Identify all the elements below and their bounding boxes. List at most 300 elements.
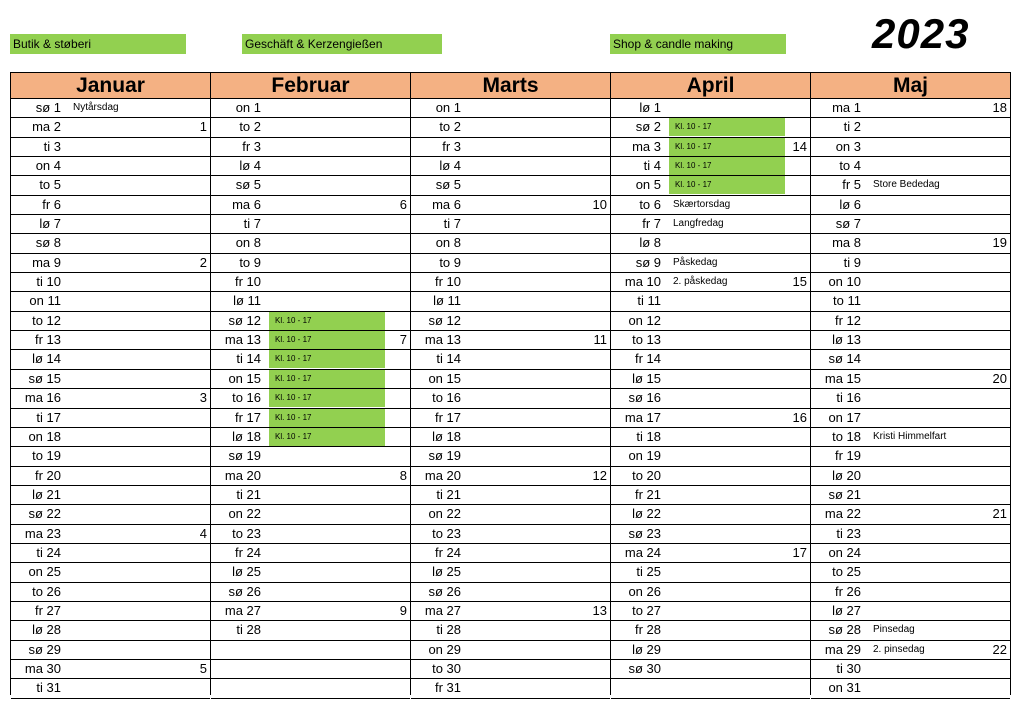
day-row	[811, 234, 1010, 253]
day-label: sø 26	[428, 583, 461, 599]
day-label: to 4	[839, 158, 861, 174]
opening-hours-cell: Kl. 10 - 17	[669, 118, 785, 136]
day-row	[611, 389, 810, 408]
day-row	[611, 99, 810, 118]
day-row	[211, 118, 410, 137]
day-label: ti 14	[236, 351, 261, 367]
day-label: sø 19	[428, 448, 461, 464]
day-label: fr 10	[434, 274, 461, 290]
day-row	[411, 563, 610, 582]
holiday-note: Nytårsdag	[73, 102, 119, 113]
day-label: sø 5	[435, 177, 461, 193]
day-row	[611, 525, 810, 544]
day-label: ti 16	[836, 390, 861, 406]
year-title: 2023	[872, 10, 970, 57]
day-label: ma 10	[624, 274, 661, 290]
day-row	[411, 292, 610, 311]
month-header: Februar	[211, 73, 410, 99]
day-row	[611, 641, 810, 660]
day-label: ti 2	[843, 119, 861, 135]
day-label: on 8	[235, 235, 261, 251]
day-row	[811, 157, 1010, 176]
day-label: ti 17	[36, 409, 61, 425]
day-label: sø 28	[828, 622, 861, 638]
day-label: fr 10	[234, 274, 261, 290]
day-row	[411, 370, 610, 389]
day-label: to 19	[32, 448, 61, 464]
day-row	[411, 331, 610, 350]
day-row	[811, 409, 1010, 428]
day-row	[611, 428, 810, 447]
day-label: lø 4	[439, 158, 461, 174]
day-label: ti 14	[436, 351, 461, 367]
day-label: fr 3	[242, 138, 261, 154]
day-row	[411, 350, 610, 369]
day-label: on 11	[29, 293, 61, 309]
day-row	[11, 312, 210, 331]
day-label: ma 13	[424, 332, 461, 348]
day-row	[811, 467, 1010, 486]
day-label: ti 10	[36, 274, 61, 290]
day-row	[411, 428, 610, 447]
day-label: fr 13	[34, 332, 61, 348]
day-row	[211, 331, 410, 350]
day-row	[411, 215, 610, 234]
day-label: ma 22	[824, 506, 861, 522]
day-label: on 8	[435, 235, 461, 251]
day-row	[211, 350, 410, 369]
week-number: 6	[399, 196, 407, 212]
day-label: ti 11	[637, 293, 661, 309]
day-label: ti 18	[636, 428, 661, 444]
day-row	[11, 467, 210, 486]
day-row	[11, 331, 210, 350]
opening-hours-cell: Kl. 10 - 17	[269, 312, 385, 330]
day-label: ti 24	[36, 544, 61, 560]
day-label: on 18	[28, 428, 61, 444]
holiday-note: Pinsedag	[873, 624, 915, 636]
day-row	[811, 602, 1010, 621]
day-row	[611, 660, 810, 679]
week-number: 2	[199, 254, 207, 270]
day-row	[811, 312, 1010, 331]
day-label: ma 6	[232, 196, 261, 212]
day-row	[211, 583, 410, 602]
day-row	[211, 176, 410, 195]
day-row	[11, 505, 210, 524]
day-label: ti 7	[443, 216, 461, 232]
day-label: fr 19	[834, 448, 861, 464]
week-number: 10	[592, 196, 607, 212]
day-row	[411, 234, 610, 253]
day-row	[811, 138, 1010, 157]
day-label: ti 28	[236, 622, 261, 638]
week-number: 11	[593, 332, 607, 348]
day-label: to 26	[32, 583, 61, 599]
day-label: to 23	[232, 525, 261, 541]
day-label: sø 12	[228, 312, 261, 328]
day-row	[611, 312, 810, 331]
month-header: Januar	[11, 73, 210, 99]
day-label: ti 7	[243, 216, 261, 232]
week-number: 8	[399, 467, 407, 483]
week-number: 17	[792, 544, 807, 560]
day-row	[211, 196, 410, 215]
day-row	[411, 679, 610, 698]
day-label: lø 22	[632, 506, 661, 522]
day-label: on 24	[828, 544, 861, 560]
day-label: ma 3	[632, 138, 661, 154]
day-row	[411, 273, 610, 292]
week-number: 14	[792, 138, 807, 154]
day-row	[11, 215, 210, 234]
day-row	[811, 118, 1010, 137]
day-label: ma 17	[624, 409, 661, 425]
month-header: April	[611, 73, 810, 99]
day-label: lø 20	[832, 467, 861, 483]
day-row	[411, 254, 610, 273]
day-label: to 13	[632, 332, 661, 348]
day-label: to 25	[832, 564, 861, 580]
day-row	[11, 138, 210, 157]
day-label: fr 6	[42, 196, 61, 212]
day-label: lø 15	[632, 370, 661, 386]
day-row	[11, 350, 210, 369]
day-row	[11, 428, 210, 447]
day-label: sø 30	[628, 660, 661, 676]
day-label: sø 9	[635, 254, 661, 270]
day-row	[211, 505, 410, 524]
week-number: 19	[992, 235, 1007, 251]
day-row	[411, 621, 610, 640]
day-row	[11, 660, 210, 679]
day-label: ti 25	[636, 564, 661, 580]
day-row	[611, 563, 810, 582]
day-label: sø 22	[28, 506, 61, 522]
day-label: ma 13	[224, 332, 261, 348]
day-label: ma 2	[32, 119, 61, 135]
day-label: to 27	[632, 602, 661, 618]
day-row	[211, 292, 410, 311]
week-number: 20	[992, 370, 1007, 386]
day-row	[211, 660, 410, 679]
week-number: 1	[199, 119, 207, 135]
week-number: 3	[199, 390, 207, 406]
month-column-januar	[11, 73, 211, 695]
day-row	[11, 641, 210, 660]
day-row	[11, 273, 210, 292]
day-row	[11, 525, 210, 544]
day-row	[811, 428, 1010, 447]
day-label: fr 28	[634, 622, 661, 638]
day-row	[611, 467, 810, 486]
legend-shop-candle: Shop & candle making	[610, 34, 786, 54]
day-label: ma 9	[32, 254, 61, 270]
day-row	[611, 544, 810, 563]
day-label: ti 31	[36, 680, 61, 696]
opening-hours-cell: Kl. 10 - 17	[269, 409, 385, 427]
week-number: 13	[592, 602, 607, 618]
day-label: sø 8	[35, 235, 61, 251]
day-row	[411, 138, 610, 157]
day-row	[411, 486, 610, 505]
day-row	[211, 254, 410, 273]
day-row	[11, 196, 210, 215]
day-row	[611, 331, 810, 350]
opening-hours-cell: Kl. 10 - 17	[669, 138, 785, 156]
day-row	[11, 118, 210, 137]
day-label: to 11	[833, 293, 861, 309]
day-row	[411, 196, 610, 215]
day-label: to 12	[32, 312, 61, 328]
day-row	[811, 331, 1010, 350]
day-row	[411, 118, 610, 137]
day-label: lø 7	[39, 216, 61, 232]
day-row	[811, 660, 1010, 679]
day-label: lø 21	[32, 486, 61, 502]
day-label: lø 25	[232, 564, 261, 580]
day-row	[611, 679, 810, 698]
calendar-grid	[10, 72, 1011, 695]
day-row	[811, 99, 1010, 118]
month-column-marts	[411, 73, 611, 695]
day-label: sø 19	[228, 448, 261, 464]
day-label: on 25	[28, 564, 61, 580]
day-row	[811, 563, 1010, 582]
day-row	[811, 525, 1010, 544]
day-row	[211, 467, 410, 486]
day-label: sø 26	[228, 583, 261, 599]
day-label: lø 14	[32, 351, 61, 367]
day-label: ti 21	[436, 486, 461, 502]
day-label: lø 29	[632, 641, 661, 657]
day-row	[11, 234, 210, 253]
day-label: on 26	[628, 583, 661, 599]
week-number: 9	[399, 602, 407, 618]
day-label: sø 2	[635, 119, 661, 135]
day-label: fr 24	[234, 544, 261, 560]
day-row	[611, 505, 810, 524]
day-row	[411, 447, 610, 466]
day-label: ma 20	[224, 467, 261, 483]
day-label: on 17	[828, 409, 861, 425]
day-label: sø 16	[628, 390, 661, 406]
day-row	[811, 486, 1010, 505]
day-row	[611, 486, 810, 505]
day-row	[411, 583, 610, 602]
week-number: 12	[592, 467, 607, 483]
day-row	[211, 679, 410, 698]
opening-hours-cell: Kl. 10 - 17	[269, 370, 385, 388]
month-header: Marts	[411, 73, 610, 99]
day-row	[11, 486, 210, 505]
day-label: to 16	[232, 390, 261, 406]
day-label: ma 8	[832, 235, 861, 251]
day-row	[811, 389, 1010, 408]
holiday-note: 2. påskedag	[673, 276, 728, 288]
day-row	[211, 138, 410, 157]
day-label: lø 6	[839, 196, 861, 212]
day-row	[411, 525, 610, 544]
day-label: sø 7	[835, 216, 861, 232]
day-label: ti 23	[836, 525, 861, 541]
legend-geschaeft: Geschäft & Kerzengießen	[242, 34, 442, 54]
day-row	[411, 544, 610, 563]
day-row	[811, 505, 1010, 524]
day-row	[611, 138, 810, 157]
day-label: on 31	[828, 680, 861, 696]
day-row	[611, 621, 810, 640]
day-label: on 22	[228, 506, 261, 522]
day-row	[811, 370, 1010, 389]
day-row	[11, 544, 210, 563]
day-row	[211, 641, 410, 660]
day-row	[11, 563, 210, 582]
day-label: on 12	[628, 312, 661, 328]
day-row	[811, 621, 1010, 640]
day-row	[811, 176, 1010, 195]
day-row	[811, 447, 1010, 466]
day-row	[611, 254, 810, 273]
day-row	[211, 273, 410, 292]
day-label: fr 17	[434, 409, 461, 425]
day-row	[211, 563, 410, 582]
day-label: lø 11	[233, 293, 261, 309]
day-row	[211, 409, 410, 428]
day-row	[211, 447, 410, 466]
day-row	[211, 486, 410, 505]
day-label: ti 9	[843, 254, 861, 270]
day-row	[411, 467, 610, 486]
week-number: 7	[399, 332, 407, 348]
week-number: 16	[792, 409, 807, 425]
legend-shop-foundry: Butik & støberi	[10, 34, 186, 54]
day-label: ti 28	[436, 622, 461, 638]
week-number: 22	[992, 641, 1007, 657]
day-row	[211, 544, 410, 563]
day-row	[411, 602, 610, 621]
day-label: fr 3	[442, 138, 461, 154]
day-row	[211, 525, 410, 544]
day-row	[811, 196, 1010, 215]
month-column-april	[611, 73, 811, 695]
day-row	[211, 428, 410, 447]
day-row	[211, 312, 410, 331]
day-row	[611, 292, 810, 311]
opening-hours-cell: Kl. 10 - 17	[269, 350, 385, 368]
day-row	[11, 254, 210, 273]
day-label: on 1	[235, 100, 261, 115]
day-label: fr 21	[634, 486, 661, 502]
day-row	[211, 215, 410, 234]
day-label: fr 17	[234, 409, 261, 425]
day-label: lø 4	[239, 158, 261, 174]
day-label: sø 14	[828, 351, 861, 367]
month-column-februar	[211, 73, 411, 695]
day-label: to 23	[432, 525, 461, 541]
day-label: on 15	[228, 370, 261, 386]
day-label: fr 12	[834, 312, 861, 328]
day-row	[811, 292, 1010, 311]
opening-hours-cell: Kl. 10 - 17	[269, 389, 385, 407]
day-row	[611, 157, 810, 176]
day-row	[611, 215, 810, 234]
day-label: fr 14	[634, 351, 661, 367]
day-row	[11, 176, 210, 195]
day-label: on 10	[828, 274, 861, 290]
day-row	[211, 234, 410, 253]
day-label: lø 8	[639, 235, 661, 251]
day-row	[11, 409, 210, 428]
opening-hours-cell: Kl. 10 - 17	[269, 428, 385, 446]
day-label: ma 23	[24, 525, 61, 541]
day-label: sø 23	[628, 525, 661, 541]
day-label: ti 3	[43, 138, 61, 154]
day-label: to 9	[439, 254, 461, 270]
day-row	[11, 99, 210, 118]
day-label: fr 27	[34, 602, 61, 618]
day-label: to 20	[632, 467, 661, 483]
day-label: sø 1	[35, 100, 61, 115]
day-label: fr 31	[434, 680, 461, 696]
day-row	[411, 99, 610, 118]
day-row	[211, 602, 410, 621]
day-label: lø 28	[32, 622, 61, 638]
day-label: sø 5	[235, 177, 261, 193]
day-row	[811, 215, 1010, 234]
day-label: to 5	[39, 177, 61, 193]
week-number: 18	[992, 100, 1007, 115]
day-label: ma 29	[824, 641, 861, 657]
day-row	[611, 118, 810, 137]
week-number: 5	[199, 660, 207, 676]
opening-hours-cell: Kl. 10 - 17	[669, 157, 785, 175]
day-row	[211, 99, 410, 118]
day-row	[411, 505, 610, 524]
day-label: lø 27	[832, 602, 861, 618]
day-row	[611, 370, 810, 389]
day-row	[411, 389, 610, 408]
month-header: Maj	[811, 73, 1010, 99]
day-row	[811, 544, 1010, 563]
day-row	[611, 350, 810, 369]
day-row	[11, 621, 210, 640]
day-row	[811, 641, 1010, 660]
day-row	[411, 157, 610, 176]
day-row	[611, 583, 810, 602]
day-label: ma 27	[224, 602, 261, 618]
day-label: sø 21	[828, 486, 861, 502]
day-row	[211, 621, 410, 640]
day-label: sø 12	[428, 312, 461, 328]
opening-hours-cell: Kl. 10 - 17	[269, 331, 385, 349]
day-row	[211, 157, 410, 176]
day-row	[11, 292, 210, 311]
day-label: ti 30	[836, 660, 861, 676]
day-row	[11, 157, 210, 176]
day-label: ma 1	[832, 100, 861, 115]
day-label: ma 16	[24, 390, 61, 406]
day-label: fr 24	[434, 544, 461, 560]
day-row	[411, 176, 610, 195]
day-row	[611, 234, 810, 253]
day-label: lø 1	[639, 100, 661, 115]
holiday-note: Store Bededag	[873, 179, 940, 191]
day-label: ma 15	[824, 370, 861, 386]
day-label: lø 11	[433, 293, 461, 309]
day-label: on 4	[35, 158, 61, 174]
day-label: ma 24	[624, 544, 661, 560]
